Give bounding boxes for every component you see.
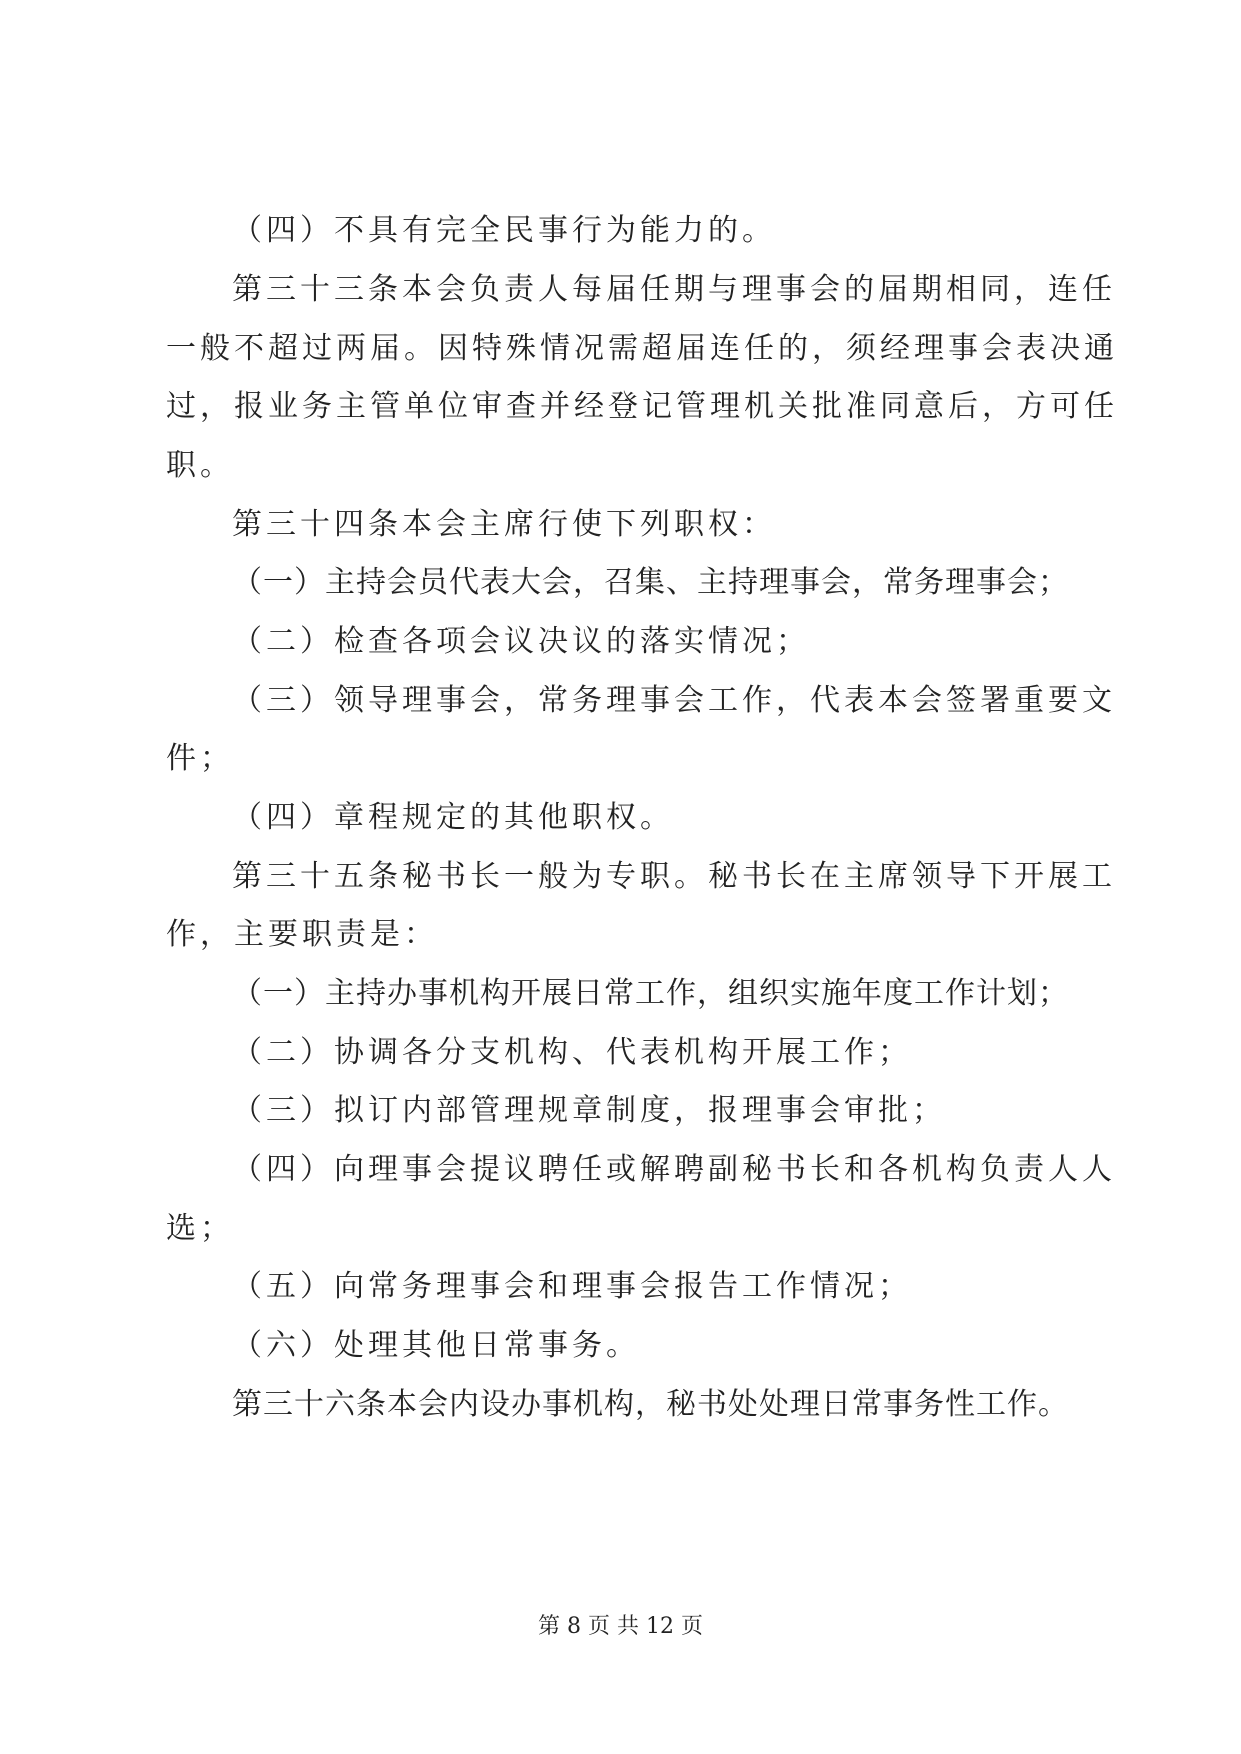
page-number-footer: 第 8 页 共 12 页 xyxy=(538,1614,703,1639)
paragraph-line: 件； xyxy=(166,741,234,776)
list-item: （二）协调各分支机构、代表机构开展工作； xyxy=(232,1035,912,1070)
paragraph-line: 作，主要职责是： xyxy=(166,917,438,952)
list-item: （四）章程规定的其他职权。 xyxy=(232,800,674,835)
paragraph-line: 过，报业务主管单位审查并经登记管理机关批准同意后，方可任 xyxy=(166,389,1118,424)
list-item: （三）拟订内部管理规章制度，报理事会审批； xyxy=(232,1093,946,1128)
list-item: （六）处理其他日常事务。 xyxy=(232,1328,640,1363)
list-item: （一）主持会员代表大会，召集、主持理事会，常务理事会； xyxy=(232,565,1069,600)
article-34-line: 第三十四条本会主席行使下列职权： xyxy=(232,507,776,542)
list-item: （二）检查各项会议决议的落实情况； xyxy=(232,624,810,659)
list-item: （四）向理事会提议聘任或解聘副秘书长和各机构负责人人 xyxy=(232,1152,1116,1187)
paragraph-line: 选； xyxy=(166,1211,234,1246)
article-33-line: 第三十三条本会负责人每届任期与理事会的届期相同，连任 xyxy=(232,272,1116,307)
article-36-line: 第三十六条本会内设办事机构，秘书处处理日常事务性工作。 xyxy=(232,1387,1069,1422)
paragraph-line: （四）不具有完全民事行为能力的。 xyxy=(232,213,776,248)
list-item: （三）领导理事会，常务理事会工作，代表本会签署重要文 xyxy=(232,683,1116,718)
article-35-line: 第三十五条秘书长一般为专职。秘书长在主席领导下开展工 xyxy=(232,859,1116,894)
list-item: （五）向常务理事会和理事会报告工作情况； xyxy=(232,1269,912,1304)
paragraph-line: 一般不超过两届。因特殊情况需超届连任的，须经理事会表决通 xyxy=(166,331,1118,366)
list-item: （一）主持办事机构开展日常工作，组织实施年度工作计划； xyxy=(232,976,1069,1011)
paragraph-line: 职。 xyxy=(166,448,234,483)
